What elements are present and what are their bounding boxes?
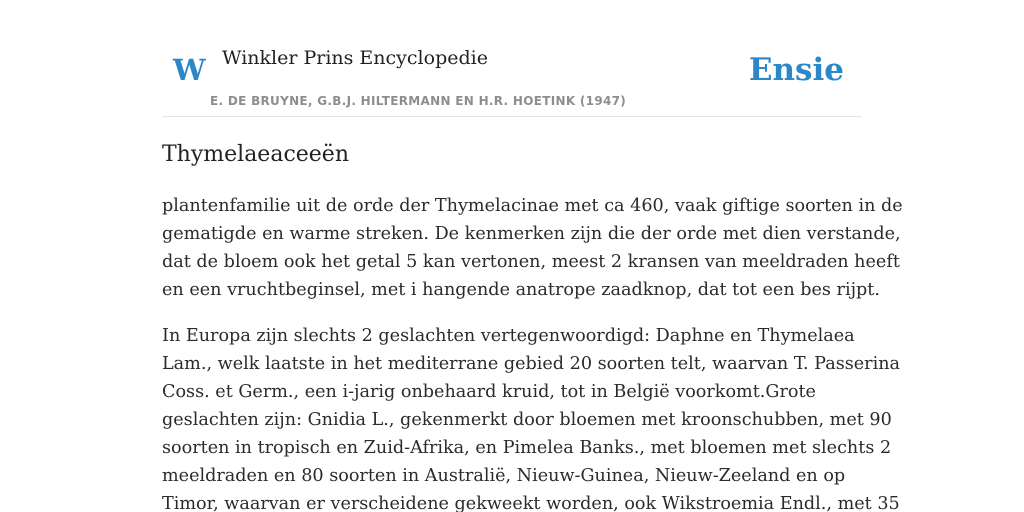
text-line: Coss. et Germ., een i-jarig onbehaard kruid, tot in België voorkomt.Grote (162, 382, 816, 402)
site-header (162, 0, 862, 117)
text-line: Lam., welk laatste in het mediterrane gebied 20 soorten telt, waarvan T. Passerina (162, 354, 901, 374)
logo-w-icon[interactable]: W (173, 53, 206, 87)
text-line: In Europa zijn slechts 2 geslachten vertegenwoordigd: Daphne en Thymelaea (162, 326, 855, 346)
site-title[interactable]: Winkler Prins Encyclopedie (222, 47, 488, 69)
article-title: Thymelaeaceeën (162, 142, 349, 167)
article-body (162, 192, 903, 512)
text-line: en een vruchtbeginsel, met i hangende anatrope zaadknop, dat tot een bes rijpt. (162, 280, 880, 300)
paragraph-1 (162, 192, 903, 304)
text-line: meeldraden en 80 soorten in Australië, Nieuw-Guinea, Nieuw-Zeeland en op (162, 466, 846, 486)
authors-credit: E. DE BRUYNE, G.B.J. HILTERMANN EN H.R. HOETINK (1947) (210, 94, 627, 108)
text-line: plantenfamilie uit de orde der Thymelacinae met ca 460, vaak giftige soorten in de (162, 196, 903, 216)
text-line: Timor, waarvan er verscheidene gekweekt worden, ook Wikstroemia Endl., met 35 (162, 494, 900, 512)
text-line: soorten in tropisch en Zuid-Afrika, en Pimelea Banks., met bloemen met slechts 2 (162, 438, 892, 458)
text-line: gematigde en warme streken. De kenmerken zijn die der orde met dien verstande, (162, 224, 901, 244)
text-line: geslachten zijn: Gnidia L., gekenmerkt door bloemen met kroonschubben, met 90 (162, 410, 892, 430)
paragraph-2 (162, 322, 901, 512)
text-line: dat de bloem ook het getal 5 kan vertonen, meest 2 kransen van meeldraden heeft (162, 252, 900, 272)
brand-logo[interactable]: Ensie (748, 52, 844, 88)
